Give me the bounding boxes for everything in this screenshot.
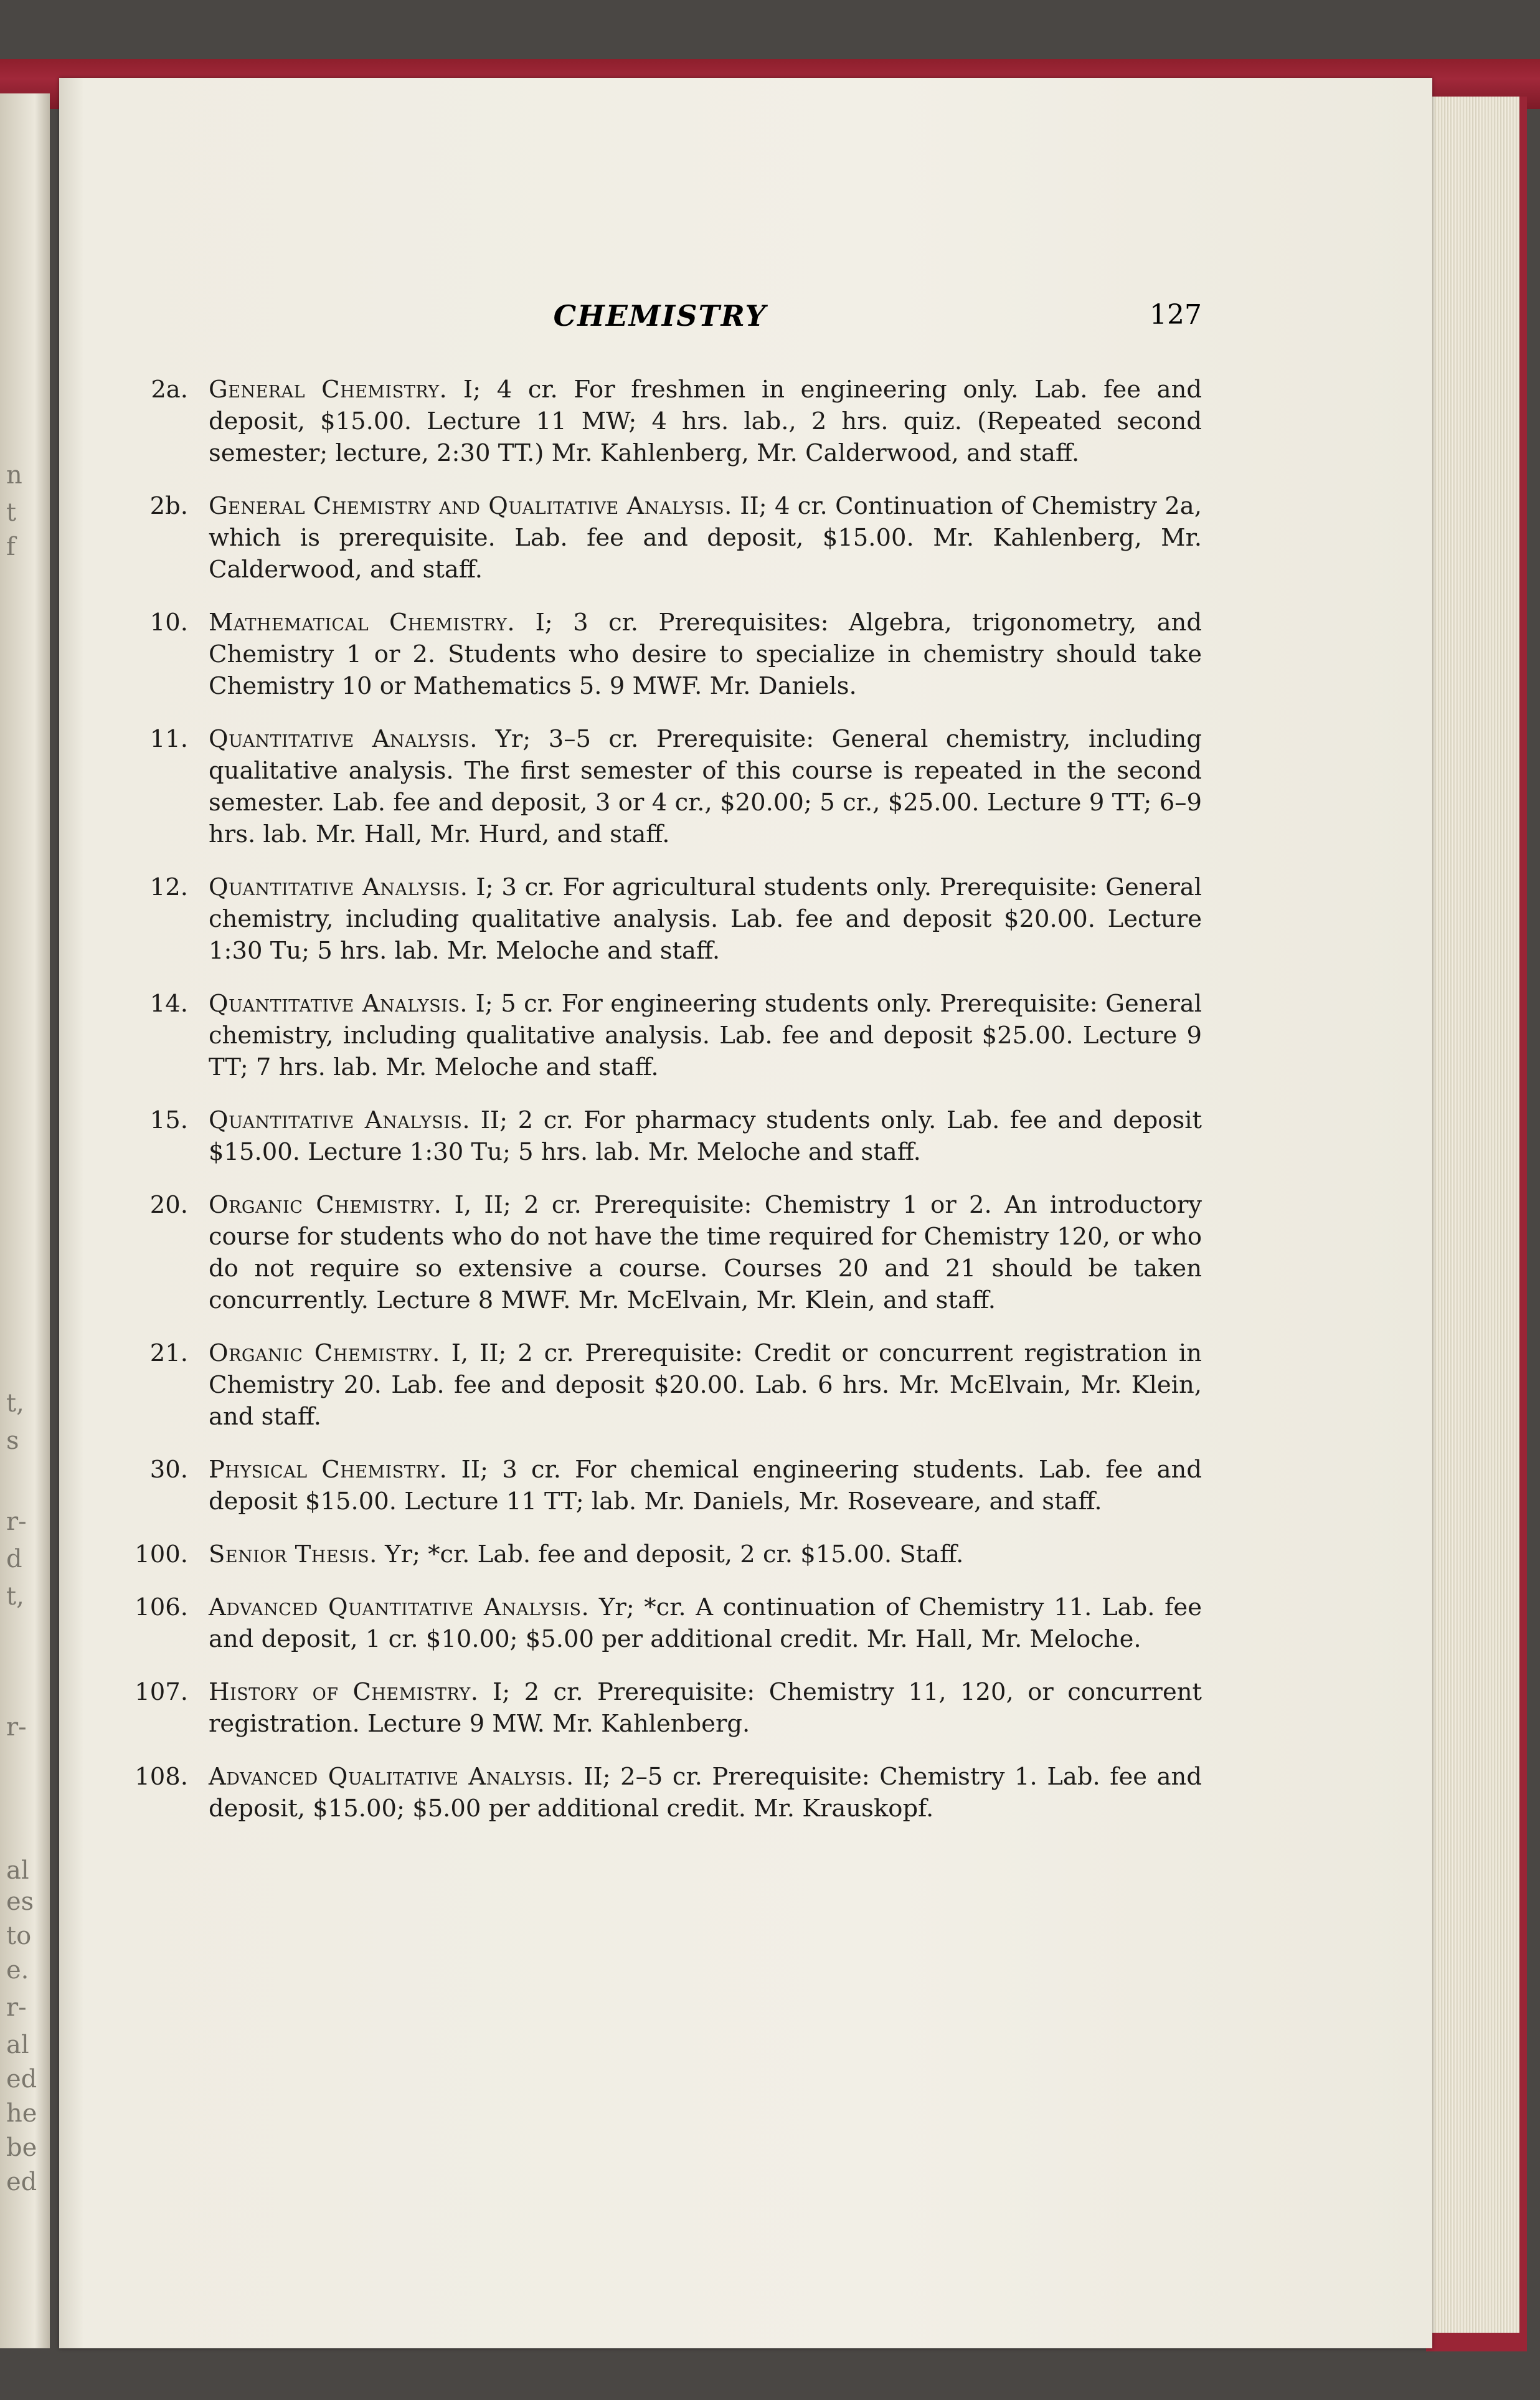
course-description: Yr; 3–5 cr. Prerequisite: General chemistry, including qualitative analysis. The first semester of this course is repeated in the second semester. Lab. fee and deposit, 3 or 4 cr., $20.00; 5 cr., $25.00. Lecture 9 TT; 6–9 hrs. lab. Mr. Hall, Mr. Hurd, and staff.: [209, 725, 1202, 848]
left-page-fragment: t: [6, 498, 17, 527]
course-title: Quantitative Analysis.: [209, 990, 468, 1018]
course-entry: [118, 607, 1202, 702]
page-header: [118, 299, 1202, 336]
running-head: CHEMISTRY: [553, 299, 767, 333]
left-page-fragment: s: [6, 1426, 19, 1455]
course-entry: [118, 988, 1202, 1083]
course-description: II; 2–5 cr. Prerequisite: Chemistry 1. Lab. fee and deposit, $15.00; $5.00 per additional credit. Mr. Krauskopf.: [209, 1763, 1202, 1823]
course-description: II; 4 cr. Continuation of Chemistry 2a, which is prerequisite. Lab. fee and deposit, $15.00. Mr. Kahlenberg, Mr. Calderwood, and staff.: [209, 492, 1202, 584]
course-number: 15.: [149, 1106, 188, 1134]
left-page-fragment: he: [6, 2099, 37, 2128]
course-description: I, II; 2 cr. Prerequisite: Credit or concurrent registration in Chemistry 20. Lab. fee and deposit $20.00. Lab. 6 hrs. Mr. McElvain, Mr. Klein, and staff.: [209, 1339, 1202, 1431]
course-title: Senior Thesis.: [209, 1540, 377, 1568]
course-entry: [118, 1454, 1202, 1517]
course-number: 12.: [149, 873, 188, 901]
course-title: History of Chemistry.: [209, 1678, 479, 1706]
course-number: 30.: [149, 1456, 188, 1484]
course-description: II; 3 cr. For chemical engineering students. Lab. fee and deposit $15.00. Lecture 11 TT; lab. Mr. Daniels, Mr. Roseveare, and staff.: [209, 1456, 1202, 1515]
left-page-fragment: r-: [6, 1993, 27, 2022]
course-description: I; 5 cr. For engineering students only. Prerequisite: General chemistry, including qualitative analysis. Lab. fee and deposit $25.00. Lecture 9 TT; 7 hrs. lab. Mr. Meloche and staff.: [209, 990, 1202, 1081]
course-number: 21.: [149, 1339, 188, 1367]
course-title: Quantitative Analysis.: [209, 873, 468, 901]
left-page-fragment: r-: [6, 1507, 27, 1536]
course-description: Yr; *cr. A continuation of Chemistry 11. Lab. fee and deposit, 1 cr. $10.00; $5.00 per additional credit. Mr. Hall, Mr. Meloche.: [209, 1593, 1202, 1653]
course-title: Quantitative Analysis.: [209, 1106, 471, 1134]
left-page-fragment: n: [6, 461, 22, 490]
course-entry: [118, 490, 1202, 586]
page-number: 127: [1150, 299, 1202, 331]
left-page-fragment: r-: [6, 1713, 27, 1742]
course-number: 108.: [135, 1763, 188, 1791]
course-title: Mathematical Chemistry.: [209, 609, 516, 637]
left-page-fragment: t,: [6, 1389, 24, 1418]
course-number: 107.: [135, 1678, 188, 1706]
left-page-fragment: ed: [6, 2168, 37, 2196]
course-title: Organic Chemistry.: [209, 1339, 440, 1367]
left-page-fragment: al: [6, 2031, 29, 2059]
course-description: I; 4 cr. For freshmen in engineering only. Lab. fee and deposit, $15.00. Lecture 11 MW; 4 hrs. lab., 2 hrs. quiz. (Repeated second semester; lecture, 2:30 TT.) Mr. Kahlenberg, Mr. Calderwood, and staff.: [209, 376, 1202, 467]
page-block-edges: [1426, 97, 1527, 2339]
left-page-fragment: t,: [6, 1582, 24, 1611]
course-number: 20.: [149, 1191, 188, 1219]
course-number: 106.: [135, 1593, 188, 1621]
course-number: 100.: [135, 1540, 188, 1568]
course-number: 2b.: [149, 492, 188, 520]
course-title: General Chemistry.: [209, 376, 448, 404]
course-title: General Chemistry and Qualitative Analysis.: [209, 492, 732, 520]
course-description: II; 2 cr. For pharmacy students only. Lab. fee and deposit $15.00. Lecture 1:30 Tu; 5 hrs. lab. Mr. Meloche and staff.: [209, 1106, 1202, 1166]
course-number: 14.: [149, 990, 188, 1018]
course-entry: [118, 1591, 1202, 1655]
left-page-fragment: e.: [6, 1956, 29, 1985]
course-title: Advanced Quantitative Analysis.: [209, 1593, 590, 1621]
course-number: 10.: [149, 609, 188, 637]
course-entry: [118, 1761, 1202, 1824]
course-description: Yr; *cr. Lab. fee and deposit, 2 cr. $15.00. Staff.: [377, 1540, 964, 1568]
course-list: [118, 374, 1202, 1846]
left-page-fragment: al: [6, 1856, 29, 1885]
left-page-fragment: f: [6, 533, 16, 561]
course-entry: [118, 1104, 1202, 1168]
left-page-fragment: ed: [6, 2065, 37, 2094]
course-number: 11.: [149, 725, 188, 753]
course-entry: [118, 871, 1202, 967]
course-description: I; 3 cr. For agricultural students only. Prerequisite: General chemistry, including qualitative analysis. Lab. fee and deposit $20.00. Lecture 1:30 Tu; 5 hrs. lab. Mr. Meloche and staff.: [209, 873, 1202, 965]
course-title: Organic Chemistry.: [209, 1191, 442, 1219]
left-page-fragment: d: [6, 1545, 22, 1573]
course-description: I; 2 cr. Prerequisite: Chemistry 11, 120, or concurrent registration. Lecture 9 MW. Mr. Kahlenberg.: [209, 1678, 1202, 1738]
course-number: 2a.: [151, 376, 188, 404]
course-entry: [118, 1676, 1202, 1740]
left-page-fragment: be: [6, 2133, 37, 2162]
course-title: Quantitative Analysis.: [209, 725, 478, 753]
course-title: Physical Chemistry.: [209, 1456, 448, 1484]
course-entry: [118, 374, 1202, 469]
left-facing-page: [0, 93, 50, 2348]
course-description: I, II; 2 cr. Prerequisite: Chemistry 1 or 2. An introductory course for students who do not have the time required for Chemistry 120, or who do not require so extensive a course. Courses 20 and 21 should be taken concurrently. Lecture 8 MWF. Mr. McElvain, Mr. Klein, and staff.: [209, 1191, 1202, 1314]
course-entry: [118, 723, 1202, 850]
course-entry: [118, 1539, 1202, 1570]
left-page-fragment: es: [6, 1887, 34, 1916]
course-description: I; 3 cr. Prerequisites: Algebra, trigonometry, and Chemistry 1 or 2. Students who desire to specialize in chemistry should take Chemistry 10 or Mathematics 5. 9 MWF. Mr. Daniels.: [209, 609, 1202, 700]
course-entry: [118, 1337, 1202, 1433]
course-entry: [118, 1189, 1202, 1316]
course-title: Advanced Qualitative Analysis.: [209, 1763, 574, 1791]
left-page-fragment: to: [6, 1922, 32, 1950]
binding-corner: [1426, 2333, 1527, 2351]
